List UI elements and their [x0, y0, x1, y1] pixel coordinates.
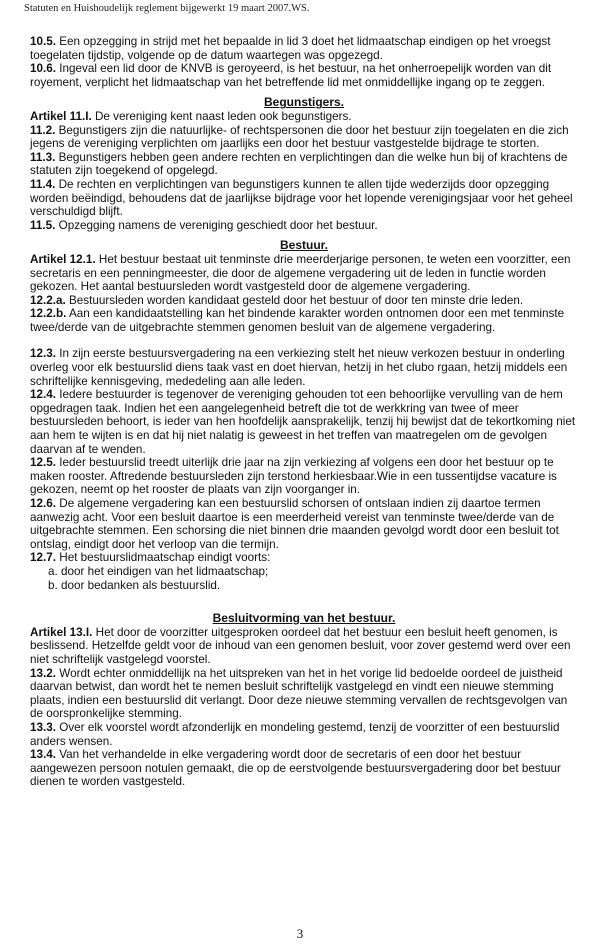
article-paragraph: [30, 178, 578, 219]
article-number: 11.5.: [30, 218, 56, 232]
article-paragraph: [30, 748, 578, 789]
article-paragraph: [30, 307, 578, 334]
article-number: 11.4.: [30, 177, 56, 191]
section-heading: Bestuur.: [279, 238, 328, 253]
article-paragraph: [30, 35, 578, 62]
article-number: Artikel 11.I.: [30, 109, 92, 123]
article-number: 11.3.: [30, 150, 56, 164]
article-text: Over elk voorstel wordt afzonderlijk en mondeling gestemd, tenzij de voorzitter of een bestuurslid anders wensen.: [30, 720, 560, 748]
list-item: [30, 579, 578, 593]
article-text: Bestuursleden worden kandidaat gesteld door het bestuur of door ten minste drie leden.: [65, 293, 524, 307]
article-paragraph: [30, 124, 578, 151]
article-paragraph: [30, 253, 578, 294]
article-text: Opzegging namens de vereniging geschiedt door het bestuur.: [55, 218, 378, 232]
article-text: Het bestuur bestaat uit tenminste drie meerderjarige personen, te weten een voorzitter, een secretaris en een penningmeester, die door de algemene vergadering uit de leden in functie worden gekozen. Het aantal bestuursleden wordt vastgesteld door de algemene vergadering.: [30, 252, 571, 294]
article-text: Begunstigers hebben geen andere rechten en verplichtingen dan die welke hun bij of krachtens de statuten zijn toegekend of opgelegd.: [30, 150, 568, 178]
article-number: 13.4.: [30, 748, 56, 762]
article-text: De vereniging kent naast leden ook begunstigers.: [91, 109, 352, 123]
article-number: 12.3.: [30, 347, 56, 361]
section-heading: Begunstigers.: [263, 95, 344, 110]
paragraph-gap: [30, 592, 578, 605]
paragraph-gap: [30, 334, 578, 347]
article-text: a. door het eindigen van het lidmaatschap;: [48, 564, 269, 578]
article-text: De algemene vergadering kan een bestuurslid schorsen of ontslaan indien zij daartoe termen aanwezig acht. Voor een besluit daartoe is een meerderheid vereist van tenminste twee/derde van de uitgebrachte stemmen. Een schorsing die niet binnen drie maanden gevolgd wordt door een besluit tot ontslag, eindigt door het verloop van die termijn.: [30, 497, 559, 551]
article-paragraph: [30, 62, 578, 89]
article-paragraph: [30, 110, 578, 124]
article-paragraph: [30, 551, 578, 565]
running-header: Statuten en Huishoudelijk reglement bijgewerkt 19 maart 2007.WS.: [24, 3, 310, 14]
article-text: Het door de voorzitter uitgesproken oordeel dat het bestuur een besluit heeft genomen, is beslissend. Hetzelfde geldt voor de inhoud van een genomen besluit, voor zover gestemd werd over een niet schriftelijk vastgelegd voorstel.: [30, 625, 571, 666]
article-text: In zijn eerste bestuursvergadering na een verkiezing stelt het nieuw verkozen bestuur in onderling overleg voor elk bestuurslid diens taak vast en doet hiervan, hetzij in het clubo rgaan, hetzij middels een schriftelijke kennisgeving, mededeling aan alle leden.: [30, 347, 568, 388]
article-paragraph: [30, 456, 578, 497]
section-heading: Besluitvorming van het bestuur.: [212, 611, 396, 626]
article-number: 12.5.: [30, 456, 56, 470]
article-text: Van het verhandelde in elke vergadering wordt door de secretaris of een door het bestuur aangewezen persoon notulen gemaakt, die op de eerstvolgende bestuursvergadering door bet bestuur dienen te worden vastgesteld.: [30, 748, 561, 789]
article-text: Wordt echter onmiddellijk na het uitspreken van het in het vorige lid bedoelde oordeel de juistheid daarvan betwist, dan wordt het te nemen besluit schriftelijk vastgelegd en vindt een nieuwe stemming plaats, indien een bestuurslid dit verlangt. Door deze nieuwe stemming vervallen de rechtsgevolgen van de oorspronkelijke stemming.: [30, 666, 568, 721]
article-number: 10.5.: [30, 35, 56, 48]
article-number: 12.7.: [30, 551, 56, 565]
article-number: 12.6.: [30, 497, 56, 510]
article-text: Iedere bestuurder is tegenover de vereniging gehouden tot een behoorlijke vervulling van de hem opgedragen taak. Indien het een aangelegenheid betreft die tot de werkkring van twee of meer bestuursleden behoort, is ieder van hen hoofdelijk aansprakelijk, tenzij hij bewijst dat de tekortkoming niet aan hem te wijten is en dat hij niet nalatig is geweest in het treffen van maatregelen om de gevolgen daarvan af te wenden.: [30, 388, 576, 456]
article-text: Een opzegging in strijd met het bepaalde in lid 3 doet het lidmaatschap eindigen op het vroegst toegelaten tijdstip, volgende op de datum waartegen was opgezegd.: [30, 35, 551, 62]
article-text: Aan een kandidaatstelling kan het bindende karakter worden ontnomen door een met tenminste twee/derde van de uitgebrachte stemmen genomen besluit van de algemene vergadering.: [30, 307, 565, 334]
article-text: b. door bedanken als bestuurslid.: [48, 578, 221, 592]
article-number: 12.2.a.: [30, 293, 66, 307]
article-paragraph: [30, 497, 578, 551]
article-text: Begunstigers zijn die natuurlijke- of rechtspersonen die door het bestuur zijn toegelaten en die zich jegens de vereniging verplichten om jaarlijks een door het bestuur vastgestelde bijdrage te storten.: [30, 123, 569, 151]
article-text: De rechten en verplichtingen van begunstigers kunnen te allen tijde wederzijds door opzegging worden beëindigd, behoudens dat de jaarlijkse bijdrage voor het lopende verenigingsjaar voor het geheel verschuldigd blijft.: [30, 177, 573, 219]
article-text: Ingeval een lid door de KNVB is geroyeerd, is het bestuur, na het onherroepelijk worden van dit royement, verplicht het lidmaatschap van het betreffende lid met onmiddellijke ingang op te zeggen.: [30, 62, 552, 89]
article-paragraph: [30, 667, 578, 721]
article-paragraph: [30, 219, 578, 233]
article-paragraph: [30, 721, 578, 748]
page-number: 3: [296, 926, 304, 941]
article-number: 12.2.b.: [30, 307, 67, 321]
article-paragraph: [30, 347, 578, 388]
article-number: 13.2.: [30, 666, 56, 680]
article-text: Het bestuurslidmaatschap eindigt voorts:: [56, 551, 271, 565]
list-item: [30, 565, 578, 579]
article-number: 10.6.: [30, 62, 56, 76]
article-number: 12.4.: [30, 388, 56, 402]
document-body: [30, 35, 578, 789]
article-number: Artikel 13.I.: [30, 625, 93, 639]
article-number: 11.2.: [30, 123, 56, 137]
article-paragraph: [30, 151, 578, 178]
article-paragraph: [30, 626, 578, 667]
article-paragraph: [30, 388, 578, 456]
article-text: Ieder bestuurslid treedt uiterlijk drie jaar na zijn verkiezing af volgens een door het bestuur op te maken rooster. Aftredende bestuursleden zijn terstond herkiesbaar.Wie in een tussentijdse vacature is gekozen, neemt op het rooster de plaats van zijn voorganger in.: [30, 456, 557, 497]
article-paragraph: [30, 294, 578, 308]
article-number: 13.3.: [30, 720, 56, 734]
article-number: Artikel 12.1.: [30, 252, 96, 266]
